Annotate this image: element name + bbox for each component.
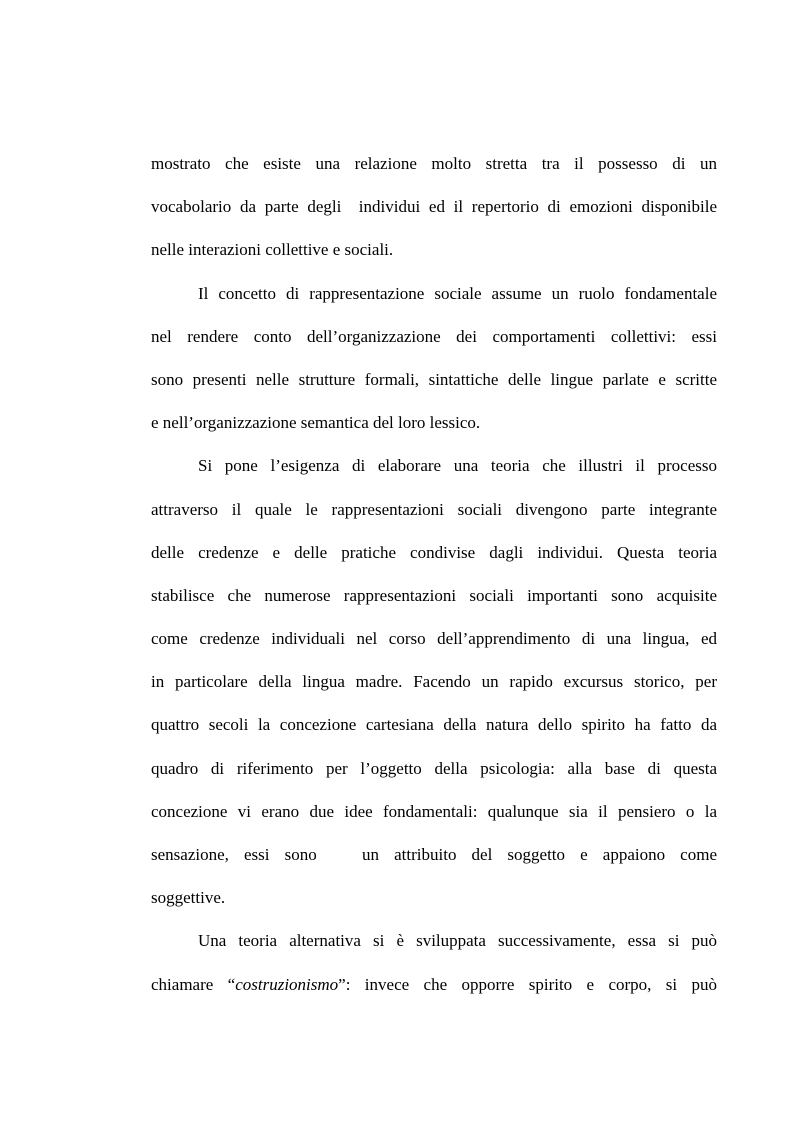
text-line: quadro di riferimento per l’oggetto della psicologia: alla base di questa <box>151 758 717 778</box>
text-line: concezione vi erano due idee fondamentali: qualunque sia il pensiero o la <box>151 801 717 821</box>
text-line: mostrato che esiste una relazione molto stretta tra il possesso di un <box>151 154 717 173</box>
text-line: delle credenze e delle pratiche condivise dagli individui. Questa teoria <box>151 542 717 562</box>
text-line: vocabolario da parte degli individui ed il repertorio di emozioni disponibile <box>151 197 717 217</box>
text-line: Si pone l’esigenza di elaborare una teoria che illustri il processo <box>198 456 717 476</box>
text-line: Una teoria alternativa si è sviluppata successivamente, essa si può <box>198 931 717 951</box>
text-line: e nell’organizzazione semantica del loro lessico. <box>151 413 481 433</box>
text-line: chiamare “costruzionismo”: invece che opporre spirito e corpo, si può <box>151 974 717 994</box>
text-line: nel rendere conto dell’organizzazione dei comportamenti collettivi: essi <box>151 326 717 346</box>
text-line: Il concetto di rappresentazione sociale assume un ruolo fondamentale <box>198 283 717 303</box>
text-line: come credenze individuali nel corso dell’apprendimento di una lingua, ed <box>151 629 717 649</box>
text-line: soggettive. <box>151 888 226 908</box>
text-line: in particolare della lingua madre. Facendo un rapido excursus storico, per <box>151 672 717 692</box>
text-line: attraverso il quale le rappresentazioni sociali divengono parte integrante <box>151 499 717 519</box>
italic-term: costruzionismo <box>235 974 339 994</box>
text-line: stabilisce che numerose rappresentazioni sociali importanti sono acquisite <box>151 585 717 605</box>
text-line: sensazione, essi sono un attribuito del soggetto e appaiono come <box>151 845 717 864</box>
body-text <box>151 142 717 1006</box>
text-line: quattro secoli la concezione cartesiana della natura dello spirito ha fatto da <box>151 715 717 735</box>
text-line: nelle interazioni collettive e sociali. <box>151 240 394 260</box>
text-line: sono presenti nelle strutture formali, sintattiche delle lingue parlate e scritte <box>151 369 717 389</box>
